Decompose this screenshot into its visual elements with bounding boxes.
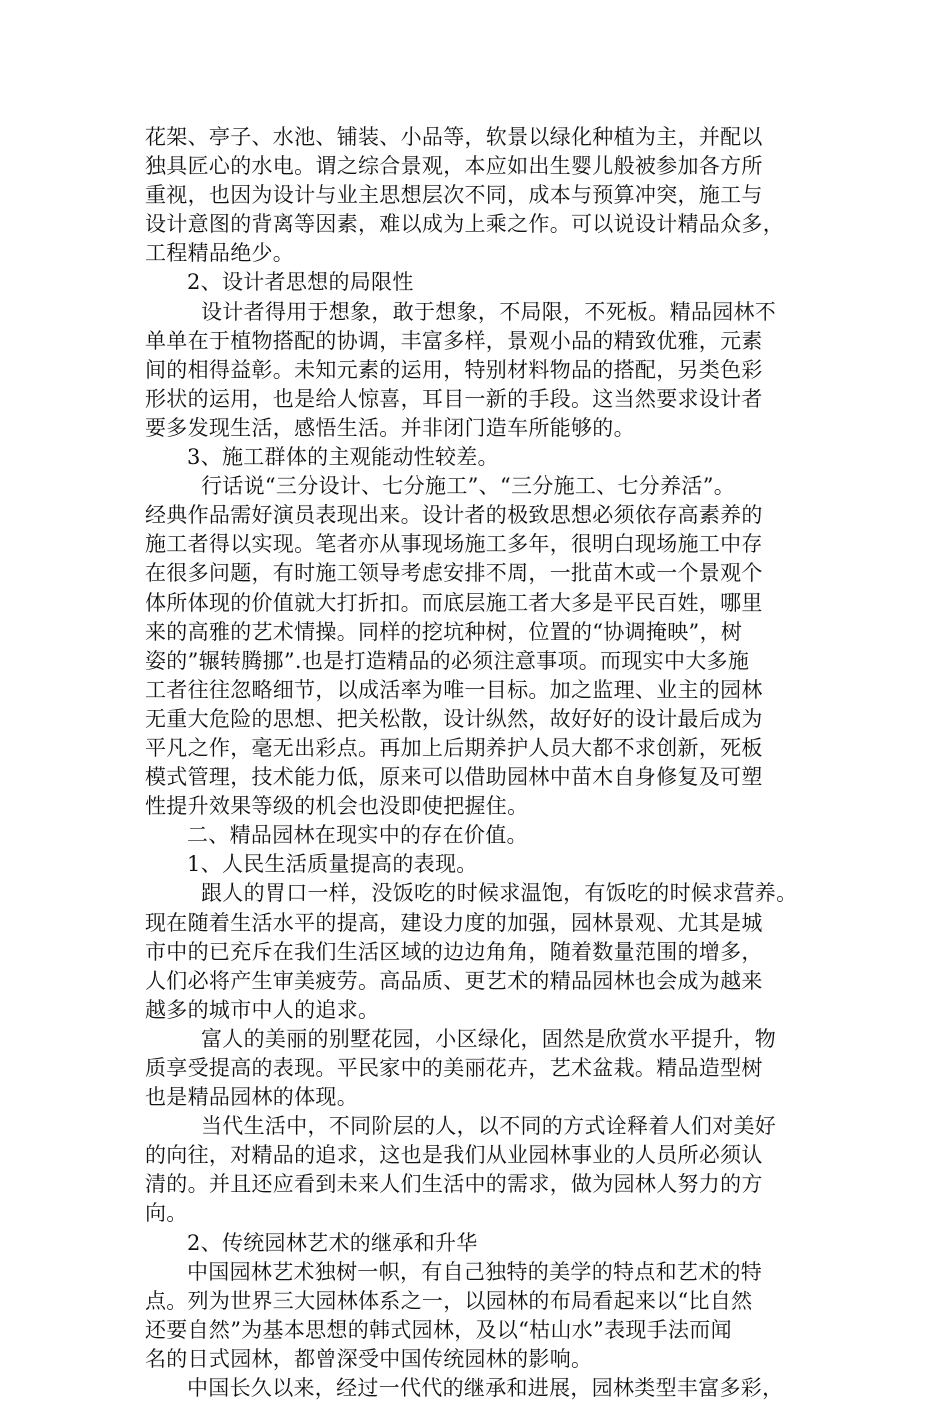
- paragraph: [145, 879, 825, 1024]
- text-line: 二、精品园林在现实中的存在价值。: [187, 823, 528, 848]
- text-line: 设计意图的背离等因素，难以成为上乘之作。可以说设计精品众多，: [145, 212, 784, 237]
- text-line: 重视，也因为设计与业主思想层次不同，成本与预算冲突，施工与: [145, 183, 763, 208]
- text-line: 人们必将产生审美疲劳。高品质、更艺术的精品园林也会成为越来: [145, 968, 763, 993]
- document-body: [145, 123, 825, 1403]
- text-line: 点。列为世界三大园林体系之一，以园林的布局看起来以“比自然: [145, 1288, 753, 1313]
- text-line: 经典作品需好演员表现出来。设计者的极致思想必须依存高素养的: [145, 503, 763, 528]
- paragraph: [145, 1374, 825, 1403]
- section-heading: [145, 443, 825, 472]
- text-line: 还要自然”为基本思想的韩式园林，及以“枯山水”表现手法而闻: [145, 1317, 732, 1342]
- text-line: 施工者得以实现。笔者亦从事现场施工多年，很明白现场施工中存: [145, 532, 763, 557]
- text-line: 设计者得用于想象，敢于想象，不局限，不死板。精品园林不: [201, 299, 777, 324]
- text-line: 间的相得益彰。未知元素的运用，特别材料物品的搭配，另类色彩: [145, 357, 763, 382]
- text-line: 2、设计者思想的局限性: [187, 270, 414, 295]
- text-line: 市中的已充斥在我们生活区域的边边角角，随着数量范围的增多，: [145, 939, 763, 964]
- text-line: 中国园林艺术独树一帜，有自己独特的美学的特点和艺术的特: [187, 1259, 763, 1284]
- text-line: 名的日式园林，都曾深受中国传统园林的影响。: [145, 1346, 593, 1371]
- text-line: 独具匠心的水电。谓之综合景观，本应如出生婴儿般被参加各方所: [145, 154, 763, 179]
- section-heading: [145, 268, 825, 297]
- text-line: 向。: [145, 1201, 188, 1226]
- text-line: 来的高雅的艺术情操。同样的挖坑种树，位置的“协调掩映”，树: [145, 619, 743, 644]
- text-line: 平凡之作，毫无出彩点。再加上后期养护人员大都不求创新，死板: [145, 735, 763, 760]
- text-line: 体所体现的价值就大打折扣。而底层施工者大多是平民百姓，哪里: [145, 590, 763, 615]
- text-line: 富人的美丽的别墅花园，小区绿化，固然是欣赏水平提升，物: [201, 1026, 777, 1051]
- paragraph: [145, 298, 825, 443]
- text-line: 3、施工群体的主观能动性较差。: [187, 445, 499, 470]
- text-line: 形状的运用，也是给人惊喜，耳目一新的手段。这当然要求设计者: [145, 386, 763, 411]
- text-line: 模式管理，技术能力低，原来可以借助园林中苗木自身修复及可塑: [145, 765, 763, 790]
- text-line: 1、人民生活质量提高的表现。: [187, 852, 478, 877]
- section-heading: [145, 1229, 825, 1258]
- paragraph: [145, 1025, 825, 1112]
- text-line: 花架、亭子、水池、铺装、小品等，软景以绿化种植为主，并配以: [145, 125, 763, 149]
- text-line: 无重大危险的思想、把关松散，设计纵然，故好好的设计最后成为: [145, 706, 763, 731]
- paragraph: [145, 472, 825, 821]
- text-line: 中国长久以来，经过一代代的继承和进展，园林类型丰富多彩，: [187, 1376, 784, 1401]
- text-line: 现在随着生活水平的提高，建设力度的加强，园林景观、尤其是城: [145, 910, 763, 935]
- text-line: 清的。并且还应看到未来人们生活中的需求，做为园林人努力的方: [145, 1172, 763, 1197]
- text-line: 越多的城市中人的追求。: [145, 997, 380, 1022]
- text-line: 的向往，对精品的追求，这也是我们从业园林事业的人员所必须认: [145, 1143, 763, 1168]
- section-heading: [145, 850, 825, 879]
- text-line: 要多发现生活，感悟生活。并非闭门造车所能够的。: [145, 415, 635, 440]
- text-line: 也是精品园林的体现。: [145, 1085, 358, 1110]
- text-line: 性提升效果等级的机会也没即使把握住。: [145, 794, 529, 819]
- paragraph: [145, 123, 825, 268]
- paragraph: [145, 1112, 825, 1228]
- text-line: 跟人的胃口一样，没饭吃的时候求温饱，有饭吃的时候求营养。: [201, 881, 798, 906]
- text-line: 2、传统园林艺术的继承和升华: [187, 1230, 478, 1255]
- text-line: 工者往往忽略细节，以成活率为唯一目标。加之监理、业主的园林: [145, 677, 763, 702]
- text-line: 当代生活中，不同阶层的人，以不同的方式诠释着人们对美好: [201, 1114, 777, 1139]
- text-line: 行话说“三分设计、七分施工”、“三分施工、七分养活”。: [201, 474, 736, 499]
- text-line: 在很多问题，有时施工领导考虑安排不周，一批苗木或一个景观个: [145, 561, 763, 586]
- text-line: 单单在于植物搭配的协调，丰富多样，景观小品的精致优雅，元素: [145, 328, 763, 353]
- text-line: 工程精品绝少。: [145, 241, 295, 266]
- text-line: 姿的”辗转腾挪”.也是打造精品的必须注意事项。而现实中大多施: [145, 648, 750, 673]
- text-line: 质享受提高的表现。平民家中的美丽花卉，艺术盆栽。精品造型树: [145, 1056, 763, 1080]
- section-heading: [145, 821, 825, 850]
- paragraph: [145, 1258, 825, 1374]
